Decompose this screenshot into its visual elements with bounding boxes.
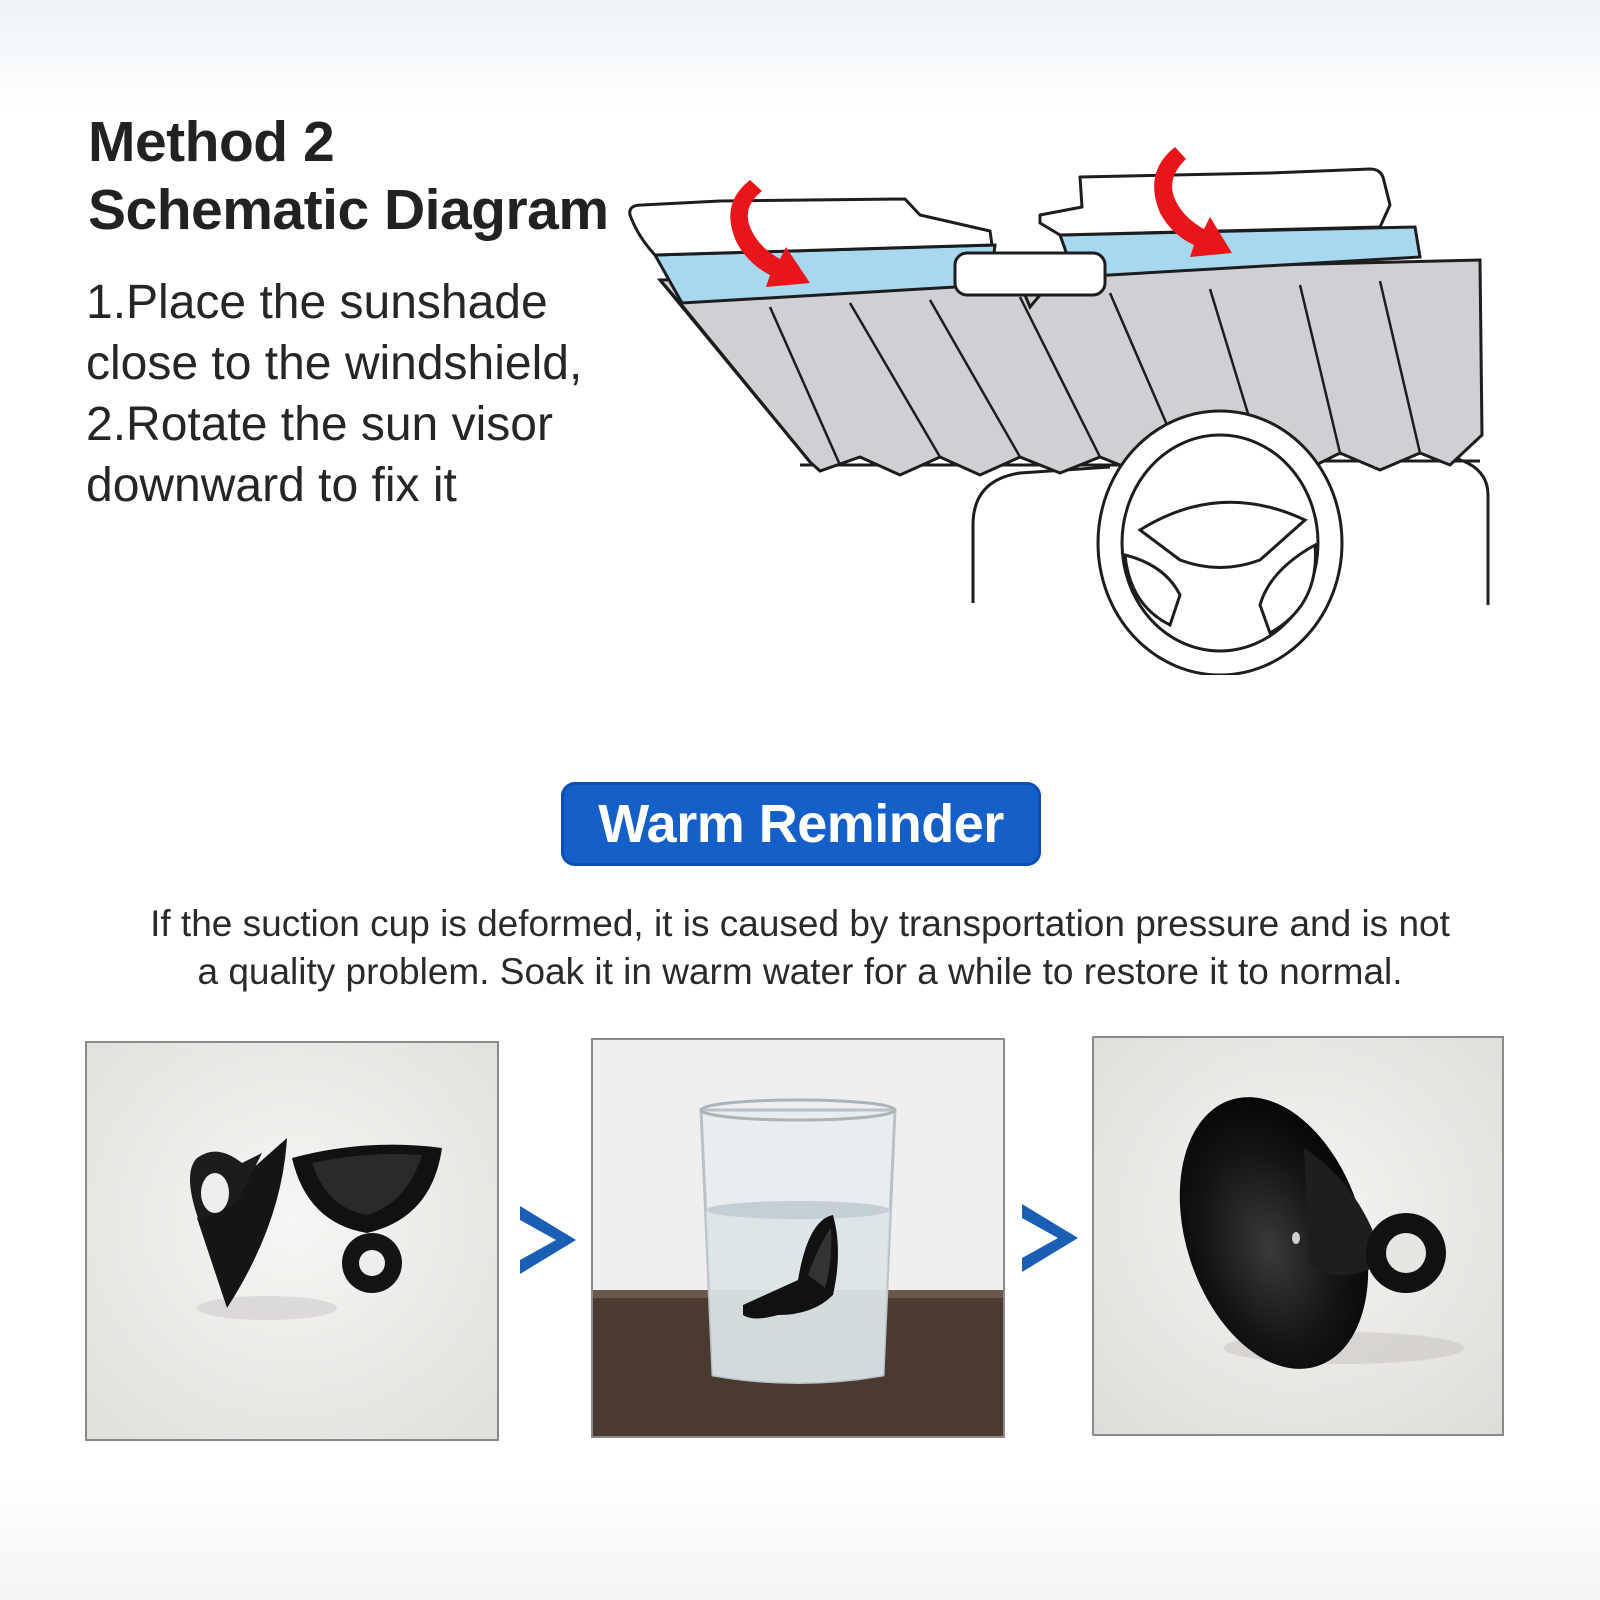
- photo-soaking-in-water: [591, 1038, 1005, 1438]
- chevron-right-icon: [1016, 1200, 1082, 1276]
- photo-restored-suction-cup: [1092, 1036, 1504, 1436]
- photo-deformed-suction-cup: [85, 1041, 499, 1441]
- step-line-4: downward to fix it: [86, 459, 457, 512]
- method-heading: [88, 108, 609, 244]
- warm-reminder-badge: [561, 782, 1041, 866]
- rearview-mirror: [955, 253, 1105, 295]
- steering-wheel: [1098, 411, 1342, 675]
- method-subtitle: Schematic Diagram: [88, 178, 609, 242]
- instruction-steps: [86, 272, 582, 516]
- step-line-1: 1.Place the sunshade: [86, 276, 548, 329]
- step-line-2: close to the windshield,: [86, 337, 583, 390]
- notice-line-2: a quality problem. Soak it in warm water for a while to restore it to normal.: [197, 951, 1403, 992]
- windshield-sunshade-illustration: [620, 135, 1525, 675]
- water-glass: [701, 1100, 895, 1383]
- notice-line-1: If the suction cup is deformed, it is caused by transportation pressure and is not: [150, 903, 1450, 944]
- step-line-3: 2.Rotate the sun visor: [86, 398, 553, 451]
- warm-reminder-label: Warm Reminder: [598, 794, 1004, 854]
- chevron-right-icon: [514, 1202, 580, 1278]
- reminder-notice: [80, 900, 1520, 996]
- method-title: Method 2: [88, 110, 335, 174]
